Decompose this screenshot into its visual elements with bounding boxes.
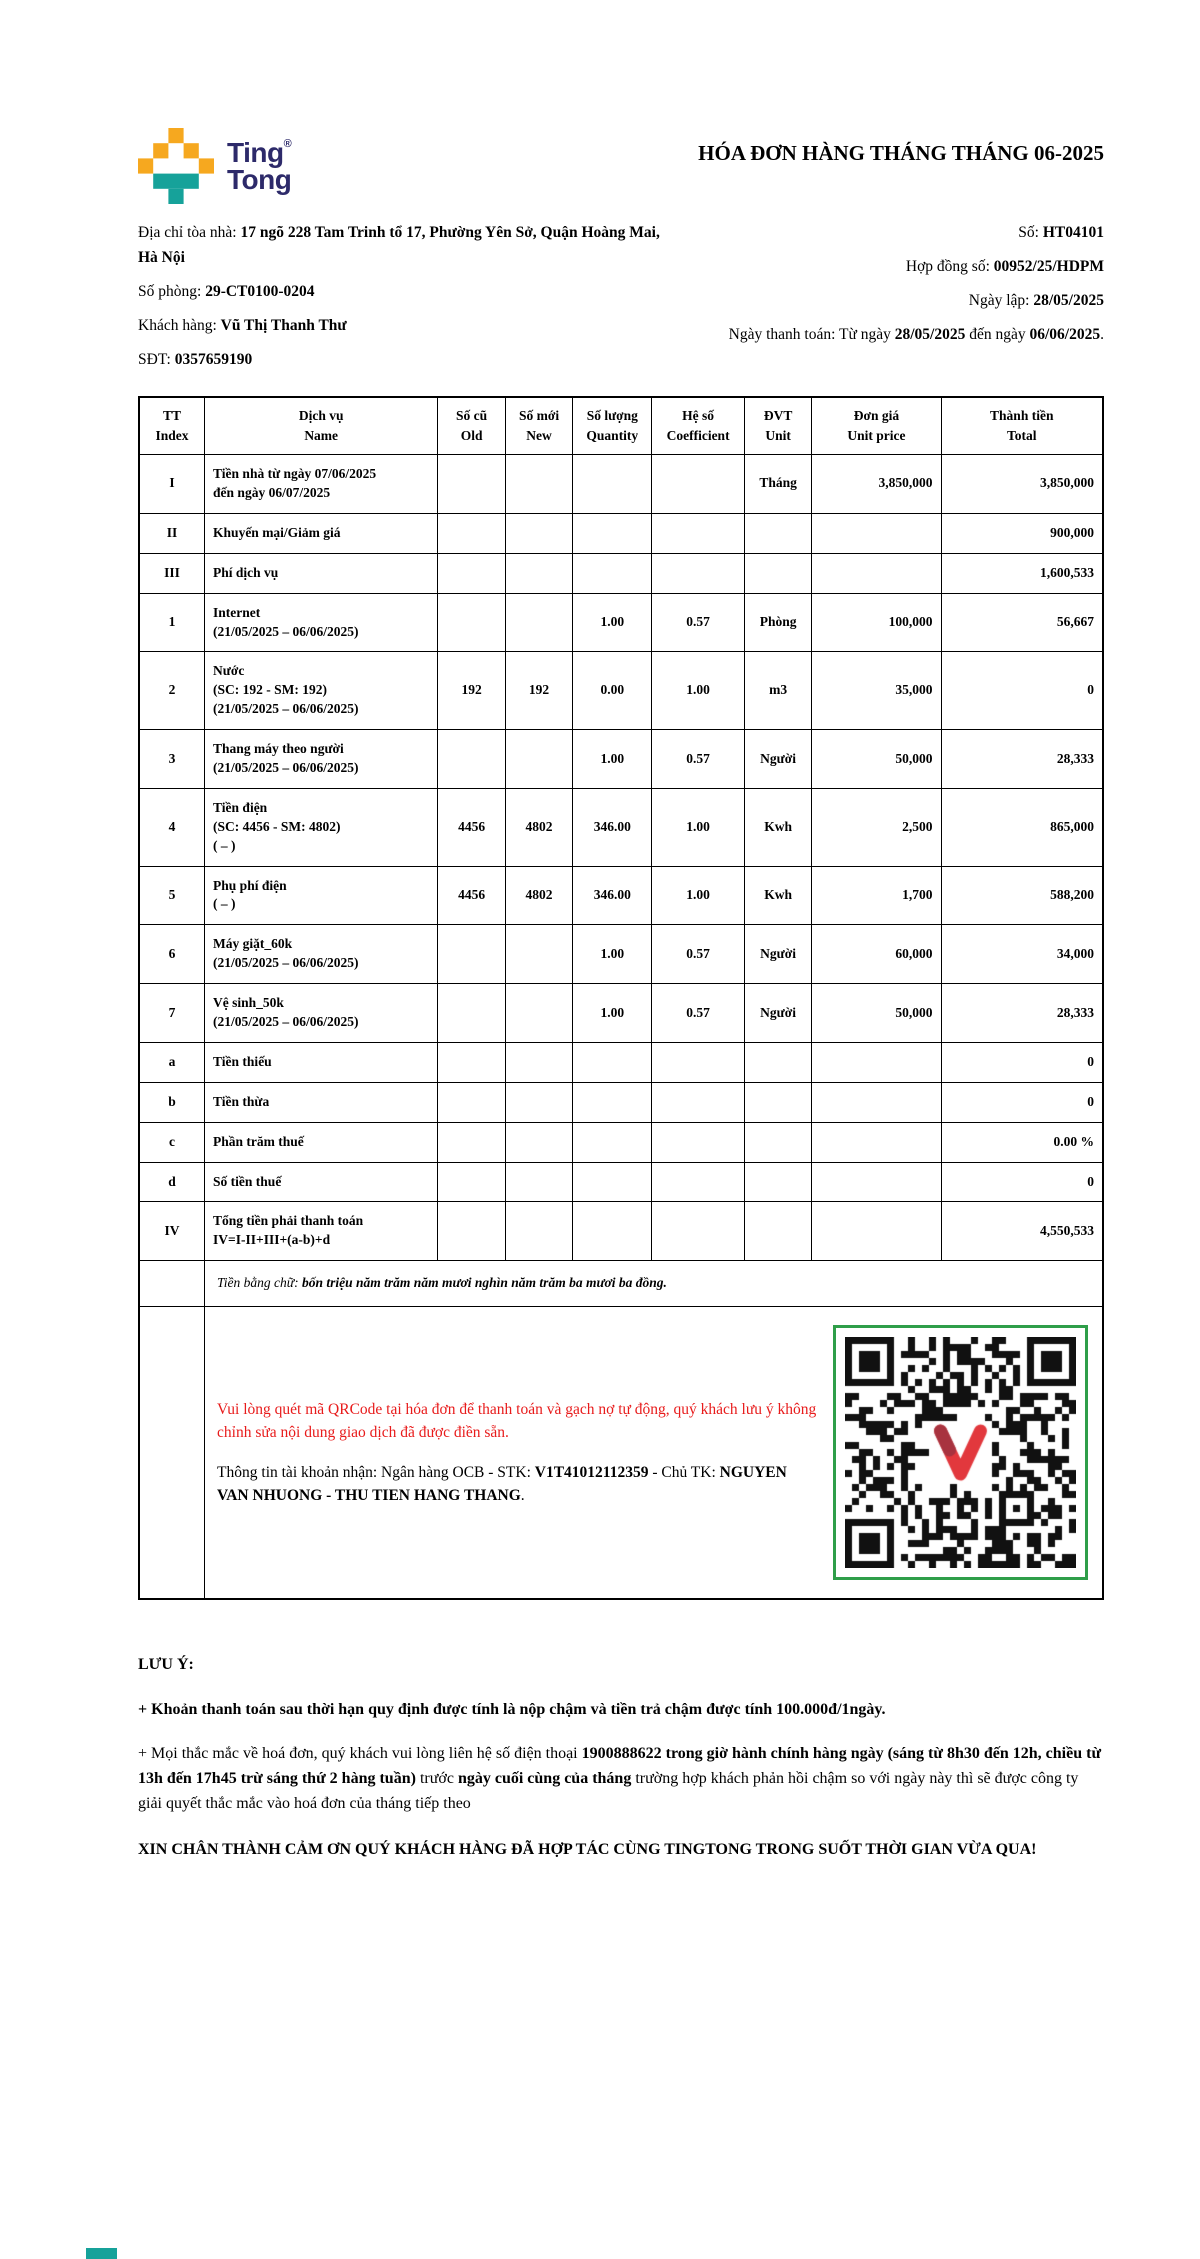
table-cell: 346.00 — [573, 866, 652, 925]
table-cell: 0 — [941, 652, 1103, 730]
table-cell: 34,000 — [941, 925, 1103, 984]
table-row — [139, 788, 1103, 866]
qr-code — [845, 1337, 1076, 1568]
amount-in-words-value: bốn triệu năm trăm năm mươi nghìn năm trăm ba mươi ba đồng. — [302, 1275, 667, 1291]
table-cell: Người — [744, 730, 811, 789]
account-info — [217, 1461, 821, 1508]
table-cell — [505, 455, 572, 514]
table-cell — [812, 1162, 941, 1202]
table-row — [139, 593, 1103, 652]
table-cell: 28,333 — [941, 730, 1103, 789]
table-cell — [652, 553, 745, 593]
table-cell: 4,550,533 — [941, 1202, 1103, 1261]
table-cell: 192 — [505, 652, 572, 730]
table-cell — [505, 1042, 572, 1082]
table-row — [139, 984, 1103, 1043]
table-cell — [438, 513, 505, 553]
qr-texts — [217, 1398, 821, 1507]
table-cell: m3 — [744, 652, 811, 730]
table-cell: 0.00 % — [941, 1122, 1103, 1162]
table-cell: 0.00 — [573, 652, 652, 730]
table-cell — [652, 1082, 745, 1122]
text-segment: Thông tin tài khoản nhận: Ngân hàng OCB - STK: — [217, 1463, 535, 1481]
table-cell — [505, 984, 572, 1043]
table-cell: 5 — [139, 866, 205, 925]
table-cell: 0 — [941, 1162, 1103, 1202]
text-segment: 1900888622 trong giờ hành chính hàng ngày (sáng từ 8h30 đến 12h, chiều từ 13h đến 17h45 trừ sáng thứ 2 hàng tuần) — [138, 1745, 1102, 1787]
table-cell: Tiền điện (SC: 4456 - SM: 4802) ( – ) — [205, 788, 438, 866]
table-cell — [438, 925, 505, 984]
table-cell — [652, 1122, 745, 1162]
info-line: Ngày lập: 28/05/2025 — [968, 292, 1104, 310]
amount-in-words-row — [139, 1261, 1103, 1307]
hotline-note — [138, 1742, 1104, 1816]
table-cell: Tiền thừa — [205, 1082, 438, 1122]
text-segment: . — [1100, 326, 1104, 344]
table-cell — [438, 1042, 505, 1082]
table-row — [139, 925, 1103, 984]
table-cell — [812, 1042, 941, 1082]
info-left — [138, 220, 660, 382]
table-cell — [812, 1122, 941, 1162]
table-cell: c — [139, 1122, 205, 1162]
table-cell — [652, 1162, 745, 1202]
text-segment: V1T41012112359 — [534, 1463, 649, 1481]
table-cell — [438, 593, 505, 652]
text-segment: NGUYEN VAN NHUONG - THU TIEN HANG THANG — [217, 1463, 787, 1504]
table-cell — [438, 1122, 505, 1162]
qr-row — [139, 1307, 1103, 1600]
table-cell — [573, 455, 652, 514]
qr-code-frame — [833, 1325, 1088, 1580]
registered-mark: ® — [283, 137, 292, 150]
thank-you-note: XIN CHÂN THÀNH CẢM ƠN QUÝ KHÁCH HÀNG ĐÃ HỢP TÁC CÙNG TINGTONG TRONG SUỐT THỜI GIAN VỪA QUA! — [138, 1841, 1037, 1859]
table-cell — [744, 513, 811, 553]
table-header-cell: Số mới New — [505, 397, 572, 455]
table-cell: 3,850,000 — [941, 455, 1103, 514]
table-cell: 1.00 — [652, 866, 745, 925]
table-cell — [438, 455, 505, 514]
table-cell: a — [139, 1042, 205, 1082]
table-cell — [744, 1082, 811, 1122]
table-cell — [505, 1122, 572, 1162]
table-row — [139, 730, 1103, 789]
table-cell: 35,000 — [812, 652, 941, 730]
table-cell — [438, 730, 505, 789]
table-cell: Internet (21/05/2025 – 06/06/2025) — [205, 593, 438, 652]
table-cell — [573, 1042, 652, 1082]
table-cell: 1,700 — [812, 866, 941, 925]
table-cell — [505, 1202, 572, 1261]
table-header-cell: TT Index — [139, 397, 205, 455]
table-row — [139, 1202, 1103, 1261]
table-cell — [505, 1082, 572, 1122]
table-cell — [744, 1122, 811, 1162]
invoice-table-head — [139, 397, 1103, 455]
table-cell: Khuyến mại/Giảm giá — [205, 513, 438, 553]
qr-payment-note: Vui lòng quét mã QRCode tại hóa đơn để thanh toán và gạch nợ tự động, quý khách lưu ý không chỉnh sửa nội dung giao dịch đã được điền sẵn. — [217, 1401, 817, 1442]
table-cell: 3 — [139, 730, 205, 789]
table-cell — [573, 1122, 652, 1162]
tingtong-logo-icon — [138, 128, 214, 204]
text-segment: đến ngày — [965, 326, 1030, 344]
table-cell: 2 — [139, 652, 205, 730]
amount-in-words-label: Tiền bằng chữ: — [217, 1275, 303, 1291]
table-cell: 4 — [139, 788, 205, 866]
table-cell: 192 — [438, 652, 505, 730]
info-line: Khách hàng: Vũ Thị Thanh Thư — [138, 317, 347, 335]
table-row — [139, 652, 1103, 730]
table-cell — [652, 1042, 745, 1082]
table-cell — [438, 553, 505, 593]
table-cell: 2,500 — [812, 788, 941, 866]
table-cell — [573, 1202, 652, 1261]
tingtong-logo-text: Ting® Tong — [227, 136, 292, 195]
table-cell — [652, 1202, 745, 1261]
table-cell: Tiền thiếu — [205, 1042, 438, 1082]
text-segment: + Mọi thắc mắc về hoá đơn, quý khách vui lòng liên hệ số điện thoại — [138, 1745, 582, 1763]
table-row — [139, 455, 1103, 514]
table-cell — [438, 984, 505, 1043]
table-cell: Thang máy theo người (21/05/2025 – 06/06/2025) — [205, 730, 438, 789]
late-payment-note: + Khoản thanh toán sau thời hạn quy định được tính là nộp chậm và tiền trả chậm được tính 100.000đ/1ngày. — [138, 1701, 886, 1719]
header — [138, 128, 1104, 204]
next-page-logo-fragment — [86, 2248, 117, 2259]
table-row — [139, 1122, 1103, 1162]
info-line: Số: HT04101 — [1018, 224, 1104, 241]
text-segment: ngày cuối cùng của tháng — [457, 1769, 632, 1787]
table-cell — [744, 553, 811, 593]
table-cell: 4802 — [505, 866, 572, 925]
table-cell: Kwh — [744, 866, 811, 925]
table-cell — [812, 1202, 941, 1261]
table-cell: Máy giặt_60k (21/05/2025 – 06/06/2025) — [205, 925, 438, 984]
table-header-row — [139, 397, 1103, 455]
text-segment: 28/05/2025 — [894, 326, 966, 344]
table-cell: d — [139, 1162, 205, 1202]
invoice-table — [138, 396, 1104, 1601]
table-cell: 6 — [139, 925, 205, 984]
table-cell — [744, 1162, 811, 1202]
table-cell: 346.00 — [573, 788, 652, 866]
table-cell: 588,200 — [941, 866, 1103, 925]
table-cell: 1.00 — [573, 984, 652, 1043]
table-cell: Người — [744, 925, 811, 984]
table-cell — [573, 553, 652, 593]
table-cell: 0 — [941, 1082, 1103, 1122]
table-cell: Phụ phí điện ( – ) — [205, 866, 438, 925]
table-cell — [812, 1082, 941, 1122]
text-segment: Ngày thanh toán: Từ ngày — [728, 326, 895, 344]
table-cell — [438, 1162, 505, 1202]
table-header-cell: Đơn giá Unit price — [812, 397, 941, 455]
qr-section-cell — [205, 1307, 1103, 1600]
invoice-table-foot — [139, 1261, 1103, 1599]
table-cell: Phòng — [744, 593, 811, 652]
table-cell: Nước (SC: 192 - SM: 192) (21/05/2025 – 06/06/2025) — [205, 652, 438, 730]
table-cell: Phí dịch vụ — [205, 553, 438, 593]
table-cell: I — [139, 455, 205, 514]
table-cell: 60,000 — [812, 925, 941, 984]
table-row — [139, 513, 1103, 553]
table-cell: 7 — [139, 984, 205, 1043]
text-segment: . — [520, 1486, 525, 1504]
table-row — [139, 553, 1103, 593]
table-row — [139, 866, 1103, 925]
table-cell: 0.57 — [652, 984, 745, 1043]
info-line — [729, 322, 1104, 347]
text-segment: - Chủ TK: — [648, 1463, 720, 1481]
table-cell: 100,000 — [812, 593, 941, 652]
invoice-table-body — [139, 455, 1103, 1261]
table-cell: Kwh — [744, 788, 811, 866]
table-header-cell: Dịch vụ Name — [205, 397, 438, 455]
table-cell: 1 — [139, 593, 205, 652]
table-header-cell: Số cũ Old — [438, 397, 505, 455]
table-cell: 28,333 — [941, 984, 1103, 1043]
table-cell — [505, 730, 572, 789]
table-cell: 865,000 — [941, 788, 1103, 866]
info-line: Địa chỉ tòa nhà: 17 ngõ 228 Tam Trinh tổ 17, Phường Yên Sở, Quận Hoàng Mai, Hà Nội — [138, 224, 660, 267]
info-line: Số phòng: 29-CT0100-0204 — [138, 283, 315, 301]
table-cell — [812, 553, 941, 593]
table-cell: 1.00 — [652, 788, 745, 866]
table-cell: 1.00 — [573, 593, 652, 652]
table-cell — [812, 513, 941, 553]
table-cell: III — [139, 553, 205, 593]
info-right — [729, 220, 1104, 382]
table-cell: 0.57 — [652, 593, 745, 652]
table-cell: 1.00 — [652, 652, 745, 730]
table-cell: 0.57 — [652, 925, 745, 984]
table-cell: Vệ sinh_50k (21/05/2025 – 06/06/2025) — [205, 984, 438, 1043]
table-cell: b — [139, 1082, 205, 1122]
table-cell: 0 — [941, 1042, 1103, 1082]
info-line: SĐT: 0357659190 — [138, 351, 253, 369]
table-row — [139, 1042, 1103, 1082]
table-cell: 4456 — [438, 866, 505, 925]
table-cell — [573, 1162, 652, 1202]
table-cell: Tiền nhà từ ngày 07/06/2025 đến ngày 06/07/2025 — [205, 455, 438, 514]
table-cell — [438, 1082, 505, 1122]
table-cell — [139, 1261, 205, 1307]
table-row — [139, 1162, 1103, 1202]
table-cell: Số tiền thuế — [205, 1162, 438, 1202]
table-cell — [505, 553, 572, 593]
table-cell — [505, 925, 572, 984]
table-cell: Tháng — [744, 455, 811, 514]
table-header-cell: ĐVT Unit — [744, 397, 811, 455]
table-cell — [744, 1042, 811, 1082]
footer-notes — [138, 1656, 1104, 1862]
text-segment: trước — [415, 1769, 458, 1787]
text-segment: 06/06/2025 — [1029, 326, 1101, 344]
table-cell: 1,600,533 — [941, 553, 1103, 593]
table-cell: IV — [139, 1202, 205, 1261]
table-cell: 4802 — [505, 788, 572, 866]
table-cell: 900,000 — [941, 513, 1103, 553]
table-cell: 56,667 — [941, 593, 1103, 652]
table-cell: II — [139, 513, 205, 553]
table-header-cell: Hệ số Coefficient — [652, 397, 745, 455]
table-cell: 1.00 — [573, 925, 652, 984]
table-cell — [505, 513, 572, 553]
table-cell: Tổng tiền phải thanh toán IV=I-II+III+(a-b)+d — [205, 1202, 438, 1261]
table-cell: 0.57 — [652, 730, 745, 789]
table-cell — [139, 1307, 205, 1600]
page-title: HÓA ĐƠN HÀNG THÁNG THÁNG 06-2025 — [698, 141, 1104, 165]
table-header-cell: Số lượng Quantity — [573, 397, 652, 455]
table-cell: 4456 — [438, 788, 505, 866]
table-cell: 50,000 — [812, 984, 941, 1043]
table-cell — [505, 1162, 572, 1202]
table-cell: Người — [744, 984, 811, 1043]
table-cell: Phần trăm thuế — [205, 1122, 438, 1162]
text-segment: trường hợp khách phản hồi chậm so với ngày này thì sẽ được công ty giải quyết thắc mắc vào hoá đơn của tháng tiếp theo — [138, 1769, 1079, 1812]
table-header-cell: Thành tiền Total — [941, 397, 1103, 455]
info-line: Hợp đồng số: 00952/25/HDPM — [905, 258, 1104, 276]
amount-in-words-cell — [205, 1261, 1103, 1307]
tingtong-logo — [138, 128, 291, 204]
table-row — [139, 1082, 1103, 1122]
table-cell: 3,850,000 — [812, 455, 941, 514]
table-cell — [505, 593, 572, 652]
table-cell — [573, 513, 652, 553]
table-cell — [573, 1082, 652, 1122]
table-cell — [652, 513, 745, 553]
table-cell — [652, 455, 745, 514]
table-cell: 50,000 — [812, 730, 941, 789]
table-cell: 1.00 — [573, 730, 652, 789]
table-cell — [438, 1202, 505, 1261]
table-cell — [744, 1202, 811, 1261]
notes-heading: LƯU Ý: — [138, 1656, 194, 1674]
info-block — [138, 220, 1104, 382]
